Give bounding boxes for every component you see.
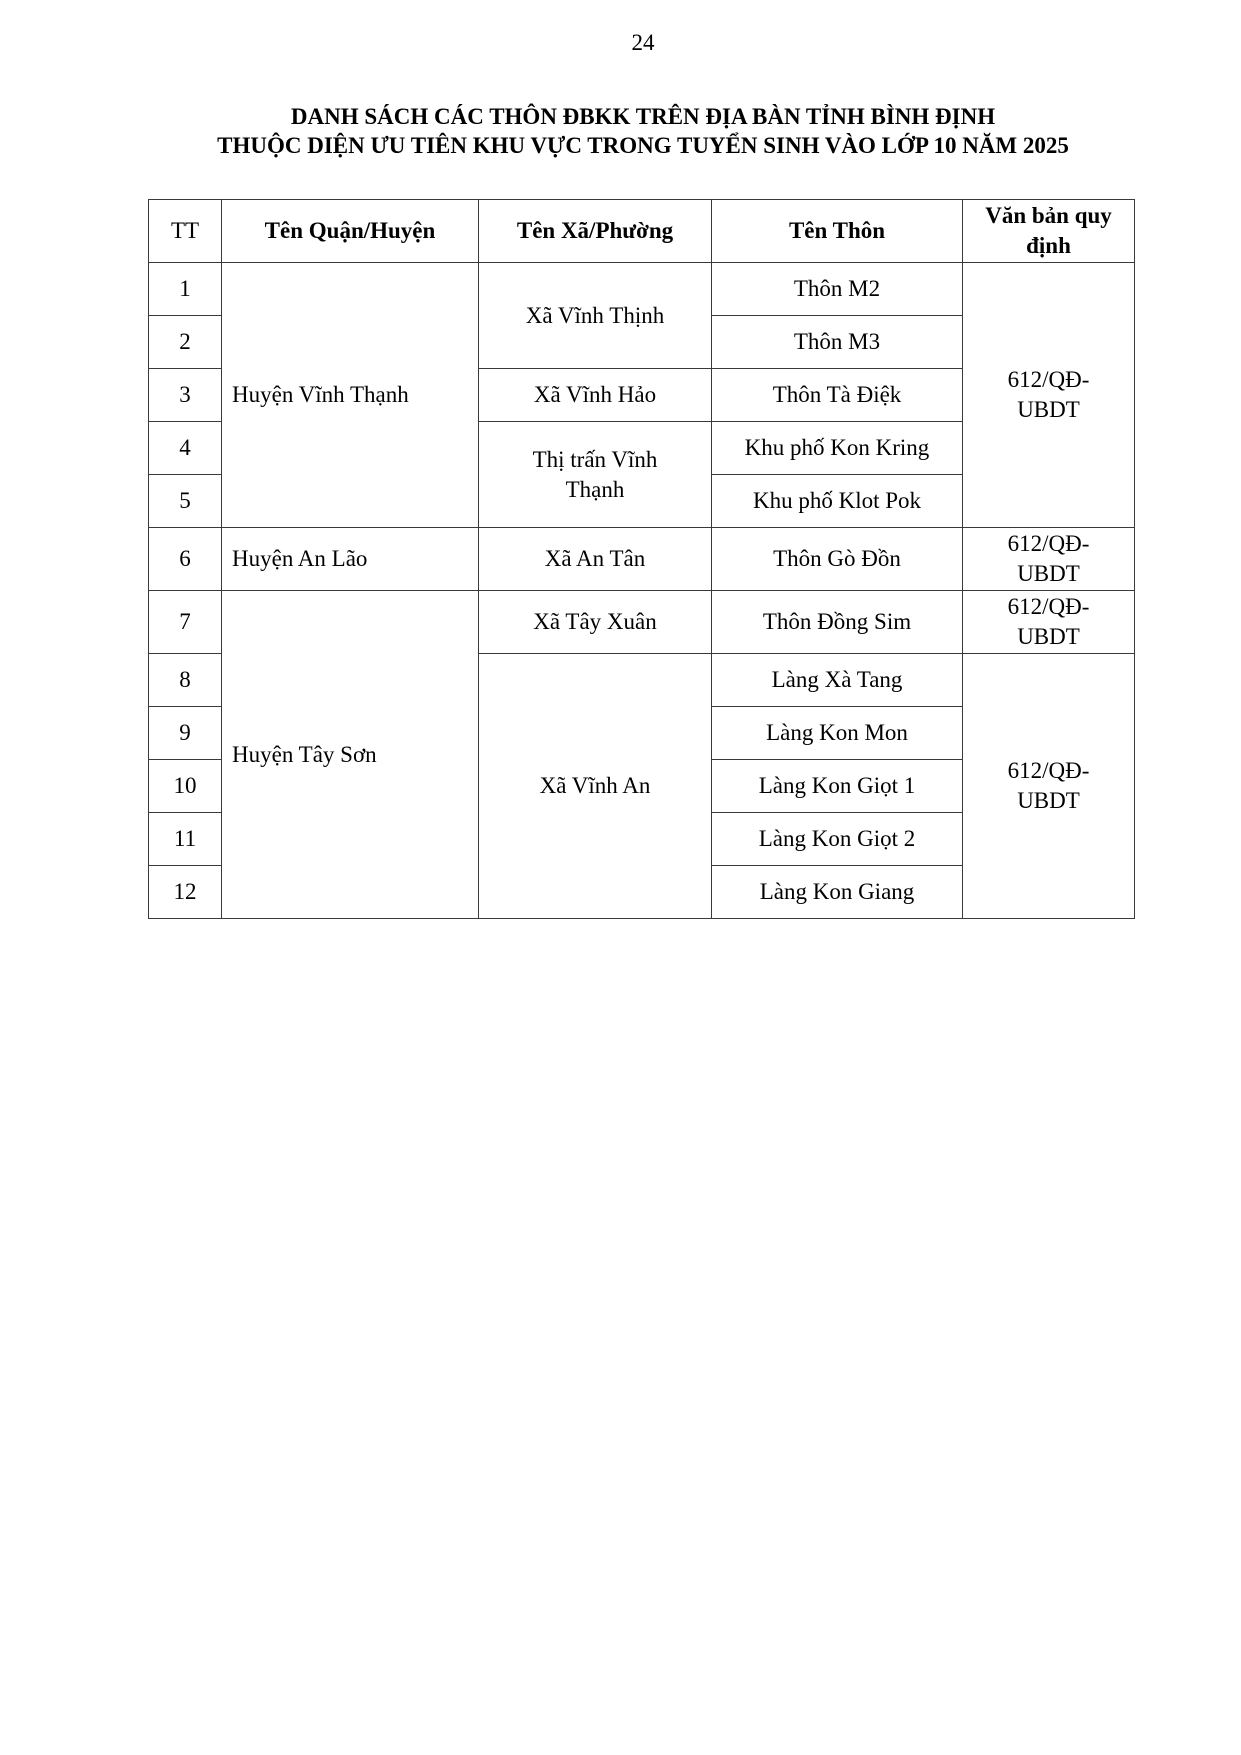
cell-tt: 9 bbox=[149, 707, 222, 760]
cell-commune: Xã Vĩnh An bbox=[479, 654, 712, 919]
cell-document: 612/QĐ-UBDT bbox=[963, 654, 1135, 919]
header-district: Tên Quận/Huyện bbox=[222, 200, 479, 263]
cell-commune: Xã Vĩnh Hảo bbox=[479, 369, 712, 422]
cell-village: Thôn Đồng Sim bbox=[712, 591, 963, 654]
cell-district: Huyện Vĩnh Thạnh bbox=[222, 263, 479, 528]
header-village: Tên Thôn bbox=[712, 200, 963, 263]
cell-commune: Thị trấn Vĩnh Thạnh bbox=[479, 422, 712, 528]
cell-village: Thôn Tà Điệk bbox=[712, 369, 963, 422]
title-line-2: THUỘC DIỆN ƯU TIÊN KHU VỰC TRONG TUYỂN SINH VÀO LỚP 10 NĂM 2025 bbox=[217, 133, 1069, 158]
cell-tt: 1 bbox=[149, 263, 222, 316]
cell-district: Huyện Tây Sơn bbox=[222, 591, 479, 919]
title-line-1: DANH SÁCH CÁC THÔN ĐBKK TRÊN ĐỊA BÀN TỈNH BÌNH ĐỊNH bbox=[290, 104, 996, 129]
cell-tt: 12 bbox=[149, 866, 222, 919]
cell-document: 612/QĐ-UBDT bbox=[963, 263, 1135, 528]
header-commune: Tên Xã/Phường bbox=[479, 200, 712, 263]
header-document: Văn bản quy định bbox=[963, 200, 1135, 263]
cell-village: Làng Xà Tang bbox=[712, 654, 963, 707]
cell-commune: Xã Tây Xuân bbox=[479, 591, 712, 654]
cell-village: Làng Kon Giang bbox=[712, 866, 963, 919]
header-tt: TT bbox=[149, 200, 222, 263]
cell-village: Làng Kon Giọt 2 bbox=[712, 813, 963, 866]
table-row bbox=[149, 263, 1135, 316]
cell-document: 612/QĐ-UBDT bbox=[963, 528, 1135, 591]
cell-commune: Xã Vĩnh Thịnh bbox=[479, 263, 712, 369]
cell-village: Thôn Gò Đồn bbox=[712, 528, 963, 591]
document-title bbox=[0, 102, 1241, 160]
cell-village: Thôn M3 bbox=[712, 316, 963, 369]
cell-tt: 2 bbox=[149, 316, 222, 369]
cell-tt: 6 bbox=[149, 528, 222, 591]
cell-tt: 10 bbox=[149, 760, 222, 813]
page-number: 24 bbox=[631, 30, 655, 55]
cell-tt: 11 bbox=[149, 813, 222, 866]
cell-village: Khu phố Kon Kring bbox=[712, 422, 963, 475]
cell-tt: 8 bbox=[149, 654, 222, 707]
cell-district: Huyện An Lão bbox=[222, 528, 479, 591]
cell-tt: 3 bbox=[149, 369, 222, 422]
table-row bbox=[149, 591, 1135, 654]
cell-tt: 7 bbox=[149, 591, 222, 654]
cell-village: Làng Kon Mon bbox=[712, 707, 963, 760]
table-row bbox=[149, 528, 1135, 591]
cell-document: 612/QĐ-UBDT bbox=[963, 591, 1135, 654]
village-table bbox=[148, 199, 1135, 919]
cell-commune: Xã An Tân bbox=[479, 528, 712, 591]
cell-village: Thôn M2 bbox=[712, 263, 963, 316]
table-header-row bbox=[149, 200, 1135, 263]
cell-village: Khu phố Klot Pok bbox=[712, 475, 963, 528]
cell-tt: 4 bbox=[149, 422, 222, 475]
cell-tt: 5 bbox=[149, 475, 222, 528]
cell-village: Làng Kon Giọt 1 bbox=[712, 760, 963, 813]
